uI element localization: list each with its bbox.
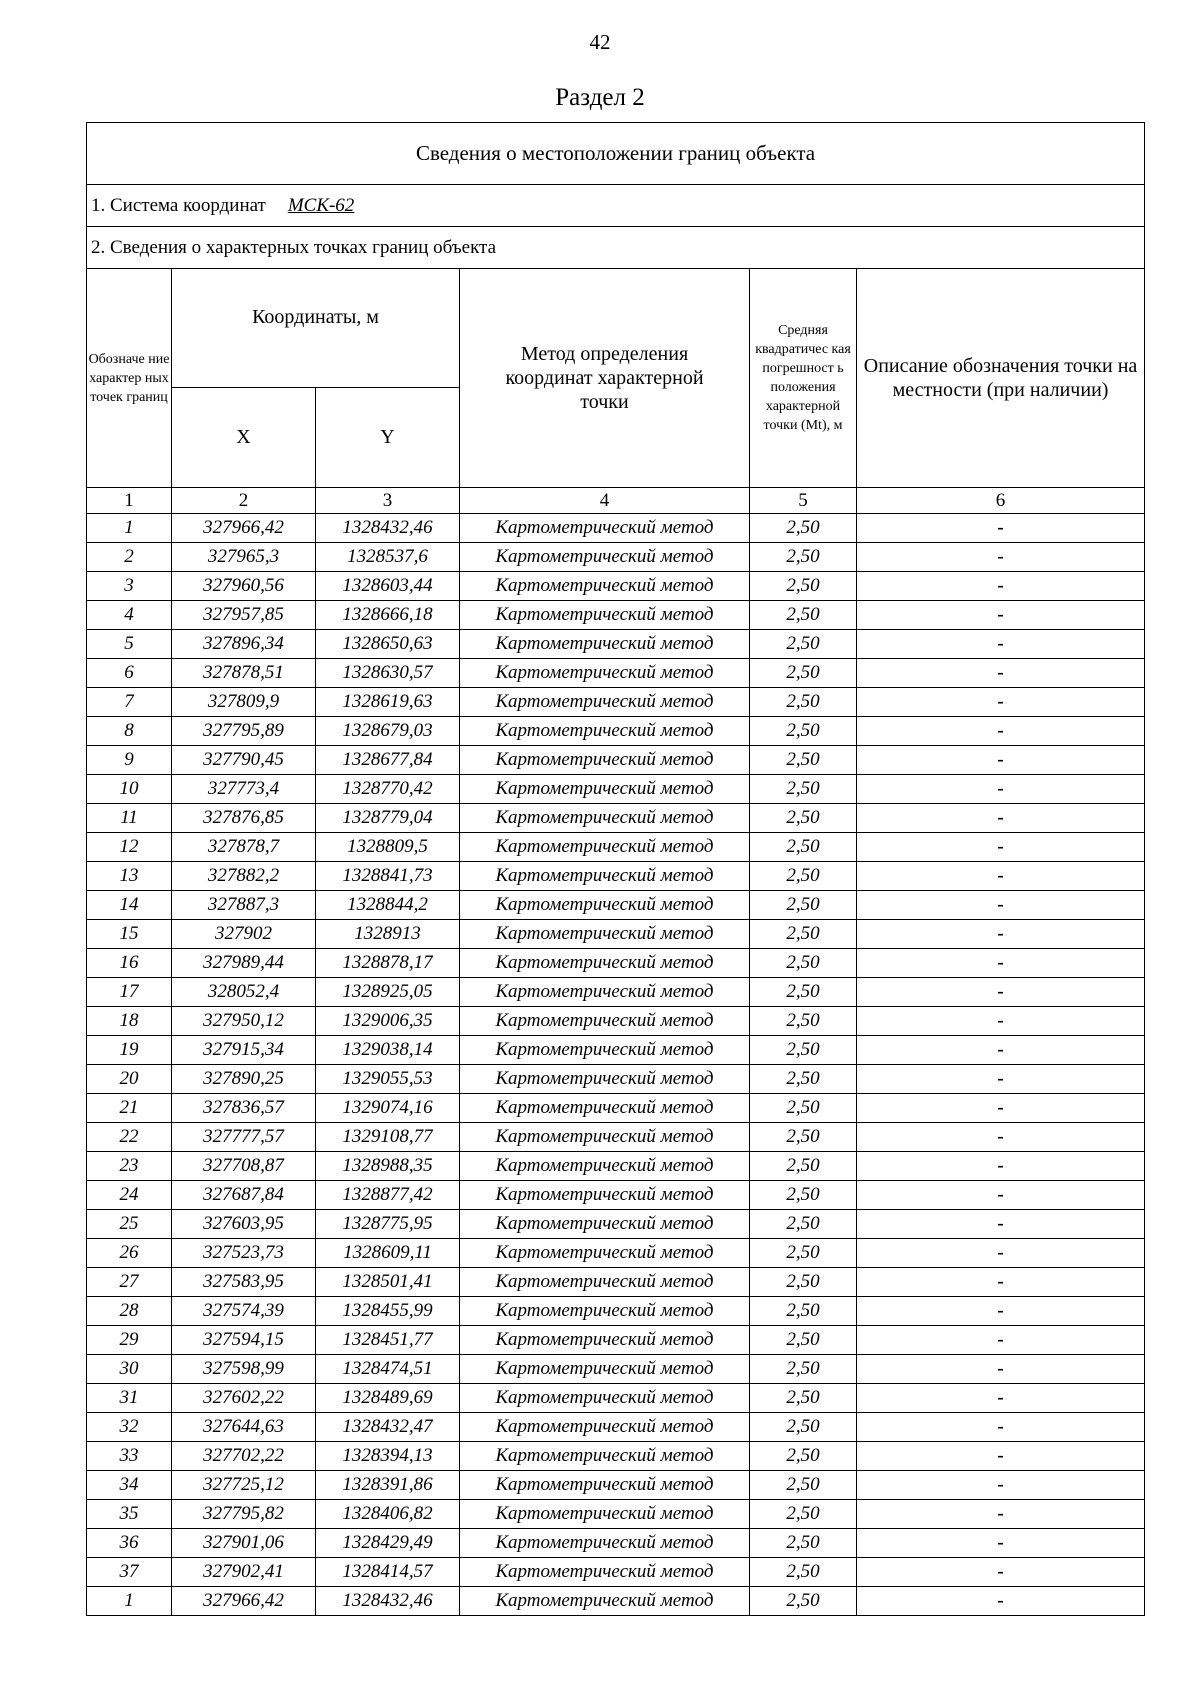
method-cell: Картометрический метод	[460, 601, 750, 630]
table-row	[87, 543, 1145, 572]
y-cell: 1328878,17	[316, 949, 460, 978]
point-number-cell: 3	[87, 572, 172, 601]
point-number-cell: 12	[87, 833, 172, 862]
description-cell: -	[857, 949, 1145, 978]
error-cell: 2,50	[750, 514, 857, 543]
method-cell: Картометрический метод	[460, 1529, 750, 1558]
error-cell: 2,50	[750, 1239, 857, 1268]
description-cell: -	[857, 1355, 1145, 1384]
x-cell: 327777,57	[172, 1123, 316, 1152]
point-number-cell: 2	[87, 543, 172, 572]
header-y: Y	[316, 388, 460, 488]
description-cell: -	[857, 1587, 1145, 1616]
method-cell: Картометрический метод	[460, 1500, 750, 1529]
x-cell: 328052,4	[172, 978, 316, 1007]
x-cell: 327878,51	[172, 659, 316, 688]
method-cell: Картометрический метод	[460, 572, 750, 601]
table-row	[87, 601, 1145, 630]
error-cell: 2,50	[750, 1384, 857, 1413]
y-cell: 1328844,2	[316, 891, 460, 920]
method-cell: Картометрический метод	[460, 543, 750, 572]
table-row	[87, 1181, 1145, 1210]
x-cell: 327957,85	[172, 601, 316, 630]
table-row	[87, 1065, 1145, 1094]
points-heading: 2. Сведения о характерных точках границ объекта	[87, 227, 1145, 269]
x-cell: 327603,95	[172, 1210, 316, 1239]
column-number: 3	[316, 488, 460, 514]
table-row	[87, 775, 1145, 804]
table-row	[87, 833, 1145, 862]
method-cell: Картометрический метод	[460, 659, 750, 688]
header-point-label: Обозначе ние характер ных точек границ	[87, 269, 172, 488]
description-cell: -	[857, 1094, 1145, 1123]
table-row	[87, 514, 1145, 543]
table-row	[87, 1094, 1145, 1123]
description-cell: -	[857, 630, 1145, 659]
x-cell: 327950,12	[172, 1007, 316, 1036]
description-cell: -	[857, 1529, 1145, 1558]
x-cell: 327809,9	[172, 688, 316, 717]
error-cell: 2,50	[750, 1152, 857, 1181]
table-row	[87, 1210, 1145, 1239]
method-cell: Картометрический метод	[460, 1384, 750, 1413]
table-row	[87, 1123, 1145, 1152]
point-number-cell: 30	[87, 1355, 172, 1384]
x-cell: 327790,45	[172, 746, 316, 775]
error-cell: 2,50	[750, 543, 857, 572]
method-cell: Картометрический метод	[460, 978, 750, 1007]
method-cell: Картометрический метод	[460, 1036, 750, 1065]
description-cell: -	[857, 601, 1145, 630]
error-cell: 2,50	[750, 659, 857, 688]
description-cell: -	[857, 1181, 1145, 1210]
point-number-cell: 21	[87, 1094, 172, 1123]
table-row	[87, 1413, 1145, 1442]
x-cell: 327836,57	[172, 1094, 316, 1123]
x-cell: 327795,89	[172, 717, 316, 746]
table-row	[87, 1558, 1145, 1587]
point-number-cell: 17	[87, 978, 172, 1007]
x-cell: 327878,7	[172, 833, 316, 862]
point-number-cell: 9	[87, 746, 172, 775]
method-cell: Картометрический метод	[460, 1123, 750, 1152]
description-cell: -	[857, 833, 1145, 862]
page-number: 42	[589, 30, 611, 54]
x-cell: 327896,34	[172, 630, 316, 659]
error-cell: 2,50	[750, 1210, 857, 1239]
method-cell: Картометрический метод	[460, 717, 750, 746]
error-cell: 2,50	[750, 1297, 857, 1326]
error-cell: 2,50	[750, 775, 857, 804]
x-cell: 327795,82	[172, 1500, 316, 1529]
header-description: Описание обозначения точки на местности (при наличии)	[857, 269, 1145, 488]
table-row	[87, 920, 1145, 949]
header-method: Метод определения координат характерной точки	[460, 269, 750, 488]
description-cell: -	[857, 514, 1145, 543]
y-cell: 1328913	[316, 920, 460, 949]
x-cell: 327594,15	[172, 1326, 316, 1355]
point-number-cell: 35	[87, 1500, 172, 1529]
point-number-cell: 28	[87, 1297, 172, 1326]
x-cell: 327876,85	[172, 804, 316, 833]
description-cell: -	[857, 1123, 1145, 1152]
description-cell: -	[857, 717, 1145, 746]
method-cell: Картометрический метод	[460, 833, 750, 862]
method-cell: Картометрический метод	[460, 1442, 750, 1471]
coordinate-system-row	[87, 185, 1145, 227]
coordinate-system-label: 1. Система координат	[91, 194, 266, 216]
y-cell: 1328455,99	[316, 1297, 460, 1326]
method-cell: Картометрический метод	[460, 1326, 750, 1355]
error-cell: 2,50	[750, 949, 857, 978]
table-row	[87, 1587, 1145, 1616]
y-cell: 1328603,44	[316, 572, 460, 601]
x-cell: 327598,99	[172, 1355, 316, 1384]
point-number-cell: 14	[87, 891, 172, 920]
description-cell: -	[857, 688, 1145, 717]
description-cell: -	[857, 1007, 1145, 1036]
table-row	[87, 659, 1145, 688]
x-cell: 327644,63	[172, 1413, 316, 1442]
description-cell: -	[857, 1152, 1145, 1181]
method-cell: Картометрический метод	[460, 949, 750, 978]
method-cell: Картометрический метод	[460, 1413, 750, 1442]
y-cell: 1328775,95	[316, 1210, 460, 1239]
description-cell: -	[857, 1210, 1145, 1239]
x-cell: 327902,41	[172, 1558, 316, 1587]
table-row	[87, 746, 1145, 775]
point-number-cell: 20	[87, 1065, 172, 1094]
y-cell: 1328877,42	[316, 1181, 460, 1210]
y-cell: 1328619,63	[316, 688, 460, 717]
description-cell: -	[857, 1471, 1145, 1500]
description-cell: -	[857, 1442, 1145, 1471]
table-row	[87, 572, 1145, 601]
x-cell: 327966,42	[172, 514, 316, 543]
point-number-cell: 32	[87, 1413, 172, 1442]
x-cell: 327602,22	[172, 1384, 316, 1413]
table-row	[87, 717, 1145, 746]
error-cell: 2,50	[750, 804, 857, 833]
method-cell: Картометрический метод	[460, 862, 750, 891]
error-cell: 2,50	[750, 1442, 857, 1471]
method-cell: Картометрический метод	[460, 746, 750, 775]
table-row	[87, 862, 1145, 891]
method-cell: Картометрический метод	[460, 804, 750, 833]
error-cell: 2,50	[750, 1471, 857, 1500]
method-cell: Картометрический метод	[460, 1587, 750, 1616]
y-cell: 1328630,57	[316, 659, 460, 688]
table-row	[87, 1036, 1145, 1065]
table-row	[87, 1297, 1145, 1326]
method-cell: Картометрический метод	[460, 1268, 750, 1297]
description-cell: -	[857, 572, 1145, 601]
column-number: 6	[857, 488, 1145, 514]
x-cell: 327708,87	[172, 1152, 316, 1181]
method-cell: Картометрический метод	[460, 891, 750, 920]
point-number-cell: 22	[87, 1123, 172, 1152]
error-cell: 2,50	[750, 1094, 857, 1123]
method-cell: Картометрический метод	[460, 1210, 750, 1239]
point-number-cell: 37	[87, 1558, 172, 1587]
method-cell: Картометрический метод	[460, 1297, 750, 1326]
y-cell: 1328394,13	[316, 1442, 460, 1471]
point-number-cell: 36	[87, 1529, 172, 1558]
description-cell: -	[857, 1297, 1145, 1326]
description-cell: -	[857, 1500, 1145, 1529]
point-number-cell: 27	[87, 1268, 172, 1297]
y-cell: 1328925,05	[316, 978, 460, 1007]
y-cell: 1328609,11	[316, 1239, 460, 1268]
method-cell: Картометрический метод	[460, 688, 750, 717]
error-cell: 2,50	[750, 630, 857, 659]
y-cell: 1328489,69	[316, 1384, 460, 1413]
method-cell: Картометрический метод	[460, 1152, 750, 1181]
description-cell: -	[857, 1239, 1145, 1268]
table-caption: Сведения о местоположении границ объекта	[87, 123, 1145, 185]
x-cell: 327583,95	[172, 1268, 316, 1297]
description-cell: -	[857, 1065, 1145, 1094]
error-cell: 2,50	[750, 1326, 857, 1355]
point-number-cell: 19	[87, 1036, 172, 1065]
error-cell: 2,50	[750, 1036, 857, 1065]
table-row	[87, 1471, 1145, 1500]
table-row	[87, 1355, 1145, 1384]
table-row	[87, 1384, 1145, 1413]
point-number-cell: 24	[87, 1181, 172, 1210]
description-cell: -	[857, 1036, 1145, 1065]
y-cell: 1329074,16	[316, 1094, 460, 1123]
y-cell: 1328770,42	[316, 775, 460, 804]
error-cell: 2,50	[750, 1529, 857, 1558]
y-cell: 1328988,35	[316, 1152, 460, 1181]
table-row	[87, 688, 1145, 717]
y-cell: 1328501,41	[316, 1268, 460, 1297]
table-row	[87, 978, 1145, 1007]
point-number-cell: 11	[87, 804, 172, 833]
x-cell: 327523,73	[172, 1239, 316, 1268]
point-number-cell: 15	[87, 920, 172, 949]
description-cell: -	[857, 659, 1145, 688]
boundary-points-table	[86, 122, 1145, 1616]
table-row	[87, 630, 1145, 659]
point-number-cell: 34	[87, 1471, 172, 1500]
point-number-cell: 1	[87, 514, 172, 543]
table-row	[87, 1529, 1145, 1558]
table-row	[87, 804, 1145, 833]
y-cell: 1329108,77	[316, 1123, 460, 1152]
y-cell: 1328414,57	[316, 1558, 460, 1587]
x-cell: 327725,12	[172, 1471, 316, 1500]
y-cell: 1329006,35	[316, 1007, 460, 1036]
x-cell: 327915,34	[172, 1036, 316, 1065]
x-cell: 327902	[172, 920, 316, 949]
coordinate-system-value: МСК-62	[287, 194, 355, 216]
method-cell: Картометрический метод	[460, 1181, 750, 1210]
y-cell: 1328432,47	[316, 1413, 460, 1442]
point-number-cell: 1	[87, 1587, 172, 1616]
error-cell: 2,50	[750, 920, 857, 949]
table-row	[87, 1007, 1145, 1036]
method-cell: Картометрический метод	[460, 1094, 750, 1123]
point-number-cell: 29	[87, 1326, 172, 1355]
error-cell: 2,50	[750, 1268, 857, 1297]
point-number-cell: 8	[87, 717, 172, 746]
header-x: X	[172, 388, 316, 488]
error-cell: 2,50	[750, 572, 857, 601]
x-cell: 327702,22	[172, 1442, 316, 1471]
x-cell: 327890,25	[172, 1065, 316, 1094]
table-row	[87, 1442, 1145, 1471]
point-number-cell: 5	[87, 630, 172, 659]
error-cell: 2,50	[750, 1065, 857, 1094]
description-cell: -	[857, 862, 1145, 891]
y-cell: 1328432,46	[316, 1587, 460, 1616]
y-cell: 1328406,82	[316, 1500, 460, 1529]
error-cell: 2,50	[750, 601, 857, 630]
point-number-cell: 13	[87, 862, 172, 891]
y-cell: 1329038,14	[316, 1036, 460, 1065]
x-cell: 327574,39	[172, 1297, 316, 1326]
y-cell: 1328666,18	[316, 601, 460, 630]
method-cell: Картометрический метод	[460, 1239, 750, 1268]
column-number: 2	[172, 488, 316, 514]
y-cell: 1328391,86	[316, 1471, 460, 1500]
description-cell: -	[857, 1413, 1145, 1442]
x-cell: 327901,06	[172, 1529, 316, 1558]
x-cell: 327887,3	[172, 891, 316, 920]
method-cell: Картометрический метод	[460, 1558, 750, 1587]
error-cell: 2,50	[750, 1558, 857, 1587]
description-cell: -	[857, 804, 1145, 833]
method-cell: Картометрический метод	[460, 630, 750, 659]
description-cell: -	[857, 891, 1145, 920]
error-cell: 2,50	[750, 1355, 857, 1384]
header-coordinates: Координаты, м	[172, 269, 460, 388]
error-cell: 2,50	[750, 833, 857, 862]
x-cell: 327687,84	[172, 1181, 316, 1210]
description-cell: -	[857, 746, 1145, 775]
header-error: Средняя квадратичес кая погрешност ь положения характерной точки (Mt), м	[750, 269, 857, 488]
point-number-cell: 26	[87, 1239, 172, 1268]
description-cell: -	[857, 1326, 1145, 1355]
table-row	[87, 949, 1145, 978]
method-cell: Картометрический метод	[460, 920, 750, 949]
description-cell: -	[857, 1268, 1145, 1297]
x-cell: 327773,4	[172, 775, 316, 804]
description-cell: -	[857, 920, 1145, 949]
x-cell: 327960,56	[172, 572, 316, 601]
error-cell: 2,50	[750, 1500, 857, 1529]
y-cell: 1328451,77	[316, 1326, 460, 1355]
column-number: 1	[87, 488, 172, 514]
method-cell: Картометрический метод	[460, 1355, 750, 1384]
error-cell: 2,50	[750, 862, 857, 891]
error-cell: 2,50	[750, 1007, 857, 1036]
y-cell: 1328679,03	[316, 717, 460, 746]
column-numbers-row	[87, 488, 1145, 514]
point-number-cell: 31	[87, 1384, 172, 1413]
error-cell: 2,50	[750, 1123, 857, 1152]
table-row	[87, 1326, 1145, 1355]
point-number-cell: 25	[87, 1210, 172, 1239]
y-cell: 1328809,5	[316, 833, 460, 862]
x-cell: 327882,2	[172, 862, 316, 891]
table-row	[87, 1239, 1145, 1268]
y-cell: 1328537,6	[316, 543, 460, 572]
x-cell: 327989,44	[172, 949, 316, 978]
method-cell: Картометрический метод	[460, 514, 750, 543]
description-cell: -	[857, 543, 1145, 572]
method-cell: Картометрический метод	[460, 1007, 750, 1036]
section-title: Раздел 2	[555, 84, 645, 111]
point-number-cell: 7	[87, 688, 172, 717]
table-row	[87, 891, 1145, 920]
y-cell: 1328429,49	[316, 1529, 460, 1558]
table-row	[87, 1500, 1145, 1529]
error-cell: 2,50	[750, 978, 857, 1007]
description-cell: -	[857, 978, 1145, 1007]
error-cell: 2,50	[750, 688, 857, 717]
y-cell: 1329055,53	[316, 1065, 460, 1094]
y-cell: 1328432,46	[316, 514, 460, 543]
method-cell: Картометрический метод	[460, 1065, 750, 1094]
y-cell: 1328779,04	[316, 804, 460, 833]
error-cell: 2,50	[750, 1413, 857, 1442]
error-cell: 2,50	[750, 746, 857, 775]
point-number-cell: 33	[87, 1442, 172, 1471]
method-cell: Картометрический метод	[460, 775, 750, 804]
point-number-cell: 10	[87, 775, 172, 804]
y-cell: 1328474,51	[316, 1355, 460, 1384]
error-cell: 2,50	[750, 1181, 857, 1210]
point-number-cell: 16	[87, 949, 172, 978]
point-number-cell: 6	[87, 659, 172, 688]
description-cell: -	[857, 775, 1145, 804]
point-number-cell: 18	[87, 1007, 172, 1036]
x-cell: 327966,42	[172, 1587, 316, 1616]
method-cell: Картометрический метод	[460, 1471, 750, 1500]
error-cell: 2,50	[750, 1587, 857, 1616]
y-cell: 1328841,73	[316, 862, 460, 891]
error-cell: 2,50	[750, 717, 857, 746]
point-number-cell: 4	[87, 601, 172, 630]
y-cell: 1328650,63	[316, 630, 460, 659]
description-cell: -	[857, 1384, 1145, 1413]
table-row	[87, 1152, 1145, 1181]
column-number: 5	[750, 488, 857, 514]
column-number: 4	[460, 488, 750, 514]
table-body	[87, 514, 1145, 1616]
y-cell: 1328677,84	[316, 746, 460, 775]
description-cell: -	[857, 1558, 1145, 1587]
x-cell: 327965,3	[172, 543, 316, 572]
table-row	[87, 1268, 1145, 1297]
point-number-cell: 23	[87, 1152, 172, 1181]
error-cell: 2,50	[750, 891, 857, 920]
